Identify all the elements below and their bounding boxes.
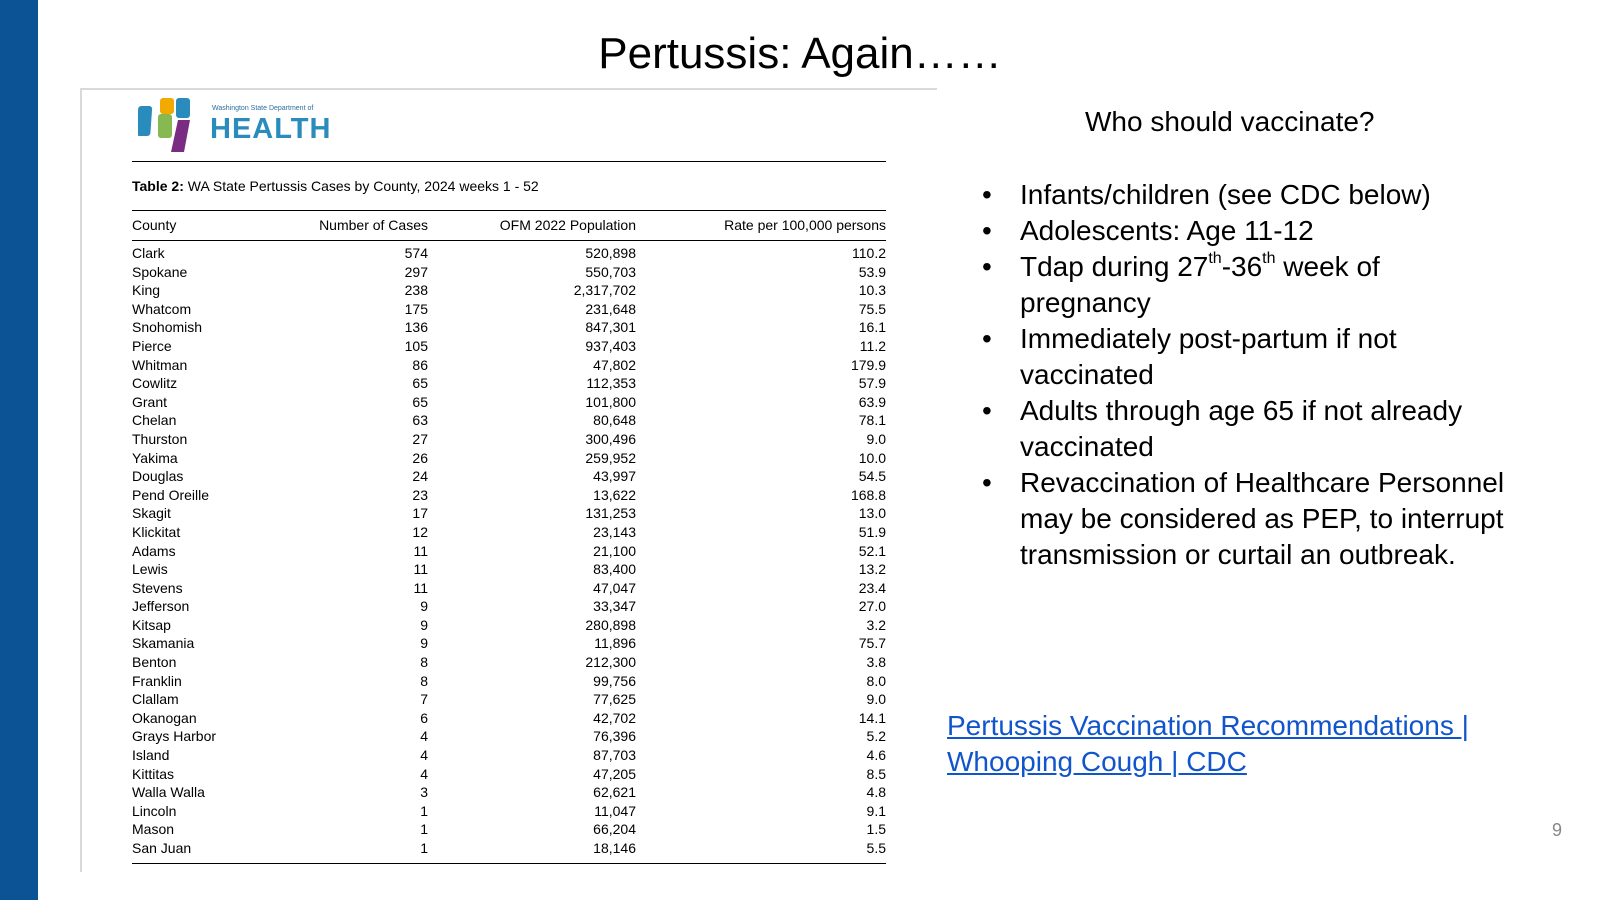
cell-cases: 9 [420, 598, 428, 615]
cell-county: Mason [132, 821, 175, 838]
cell-county: San Juan [132, 840, 192, 856]
table-row [132, 300, 886, 319]
table-row [132, 727, 886, 746]
cell-population: 47,802 [593, 356, 636, 373]
cell-county: Grant [132, 393, 168, 410]
cell-rate: 23.4 [858, 579, 886, 596]
cell-cases: 4 [420, 728, 428, 745]
header-cases: Number of Cases [319, 217, 428, 233]
cell-population: 76,396 [593, 728, 636, 745]
cell-cases: 1 [420, 840, 428, 856]
table-caption-text: WA State Pertussis Cases by County, 2024 weeks 1 - 52 [183, 178, 539, 194]
list-item-text: Infants/children (see CDC below) [1020, 179, 1431, 210]
table-row [132, 560, 886, 579]
cell-rate: 3.8 [866, 654, 886, 671]
cell-population: 259,952 [585, 449, 636, 466]
cell-population: 937,403 [585, 337, 636, 354]
cell-population: 112,353 [586, 375, 636, 392]
cell-county: Snohomish [132, 319, 203, 336]
cell-population: 847,301 [585, 319, 636, 336]
list-item [975, 465, 1515, 573]
cell-population: 300,496 [585, 430, 636, 447]
table-row [132, 430, 886, 449]
cell-rate: 16.1 [858, 319, 886, 336]
cell-population: 131,253 [585, 505, 636, 522]
cell-population: 43,997 [593, 468, 636, 485]
cell-cases: 9 [420, 616, 428, 633]
doh-logo-icon [138, 96, 208, 154]
cell-rate: 9.0 [866, 430, 886, 447]
table-row [132, 374, 886, 393]
cell-county: Skagit [132, 505, 171, 522]
cell-cases: 11 [413, 542, 428, 559]
list-item [975, 321, 1515, 393]
cell-county: Franklin [132, 672, 182, 689]
cell-population: 550,703 [585, 263, 636, 280]
cell-population: 11,896 [594, 635, 636, 652]
cell-cases: 297 [404, 263, 428, 280]
list-item-text: Revaccination of Healthcare Personnel may be considered as PEP, to interrupt transmission or curtail an outbreak. [1020, 467, 1505, 570]
cell-rate: 27.0 [858, 598, 886, 615]
cell-county: Clark [132, 245, 165, 261]
panel-heading: Who should vaccinate? [1085, 106, 1375, 137]
divider [132, 210, 886, 211]
cell-population: 2,317,702 [573, 282, 636, 299]
cell-county: Spokane [132, 263, 188, 280]
header-rate: Rate per 100,000 persons [724, 217, 886, 233]
doh-logo [138, 96, 338, 154]
cell-rate: 5.2 [866, 728, 886, 745]
cell-rate: 9.1 [866, 802, 886, 819]
table-row [132, 820, 886, 839]
table-row [132, 672, 886, 691]
cell-county: Klickitat [132, 523, 181, 540]
cell-cases: 65 [412, 375, 428, 392]
slide-title: Pertussis: Again…… [598, 29, 1002, 78]
page-number: 9 [1552, 820, 1563, 840]
divider [132, 240, 886, 241]
cell-cases: 6 [420, 709, 428, 726]
cell-cases: 9 [420, 635, 428, 652]
cell-rate: 14.1 [858, 709, 886, 726]
cell-rate: 8.5 [866, 765, 886, 782]
cell-population: 66,204 [593, 821, 636, 838]
cell-county: Whatcom [132, 300, 192, 317]
cell-population: 77,625 [593, 691, 636, 708]
cell-cases: 65 [412, 393, 428, 410]
table-row [132, 486, 886, 505]
health-wordmark: HEALTH [210, 113, 332, 145]
cell-county: Okanogan [132, 709, 197, 726]
cell-county: Clallam [132, 691, 179, 708]
cell-county: Kitsap [132, 616, 171, 633]
table-header [132, 217, 886, 237]
list-item-text: week of pregnancy [1020, 251, 1380, 318]
table-row [132, 616, 886, 635]
cell-cases: 86 [412, 356, 428, 373]
cell-population: 212,300 [585, 654, 636, 671]
cell-county: Yakima [132, 449, 178, 466]
cell-county: Douglas [132, 468, 184, 485]
table-body [132, 244, 886, 858]
bullet-marker: • [982, 467, 992, 498]
cell-cases: 63 [412, 412, 428, 429]
cell-rate: 10.3 [858, 282, 886, 299]
cell-rate: 53.9 [858, 263, 886, 280]
cell-rate: 75.7 [858, 635, 886, 652]
cell-county: Kittitas [132, 765, 175, 782]
cell-population: 101,800 [585, 393, 636, 410]
cell-cases: 4 [420, 765, 428, 782]
list-item-text: -36 [1221, 251, 1263, 282]
table-row [132, 802, 886, 821]
table-row [132, 263, 886, 282]
cell-cases: 7 [420, 691, 428, 708]
bullet-marker: • [982, 323, 992, 354]
list-item-text: Immediately post-partum if not vaccinated [1020, 323, 1397, 390]
cell-county: Pend Oreille [132, 486, 210, 503]
table-row [132, 504, 886, 523]
cell-county: Jefferson [132, 598, 190, 615]
table-row [132, 356, 886, 375]
cell-cases: 11 [413, 561, 428, 578]
table-row [132, 449, 886, 468]
cell-county: Grays Harbor [132, 728, 217, 745]
cell-rate: 8.0 [866, 672, 886, 689]
cell-county: Skamania [132, 635, 195, 652]
cell-cases: 574 [404, 245, 428, 261]
cell-population: 80,648 [593, 412, 636, 429]
header-county: County [132, 217, 177, 233]
cell-rate: 63.9 [858, 393, 886, 410]
cell-cases: 4 [420, 747, 428, 764]
cell-population: 21,100 [593, 542, 636, 559]
cell-population: 520,898 [585, 245, 636, 261]
cell-cases: 12 [412, 523, 428, 540]
cell-population: 47,047 [593, 579, 636, 596]
cell-county: Stevens [132, 579, 183, 596]
cell-cases: 1 [420, 802, 428, 819]
cell-population: 23,143 [593, 523, 636, 540]
cell-cases: 3 [420, 784, 428, 801]
list-item [975, 213, 1515, 249]
cell-rate: 57.9 [858, 375, 886, 392]
header-population: OFM 2022 Population [499, 217, 636, 233]
list-item-text: Adolescents: Age 11-12 [1020, 215, 1314, 246]
cell-rate: 179.9 [850, 356, 886, 373]
table-row [132, 542, 886, 561]
cell-county: Cowlitz [132, 375, 178, 392]
cell-cases: 11 [413, 579, 428, 596]
table-caption-label: Table 2: [132, 178, 184, 194]
table-row [132, 709, 886, 728]
cell-rate: 52.1 [858, 542, 886, 559]
table-row [132, 337, 886, 356]
cell-county: Walla Walla [132, 784, 205, 801]
bullet-marker: • [982, 251, 992, 282]
cell-county: Lincoln [132, 802, 177, 819]
cell-rate: 54.5 [858, 468, 886, 485]
cell-rate: 78.1 [858, 412, 886, 429]
cell-population: 42,702 [593, 709, 636, 726]
table-row [132, 783, 886, 802]
cell-rate: 75.5 [858, 300, 886, 317]
cell-population: 231,648 [585, 300, 636, 317]
cell-cases: 105 [404, 337, 428, 354]
vaccination-list [975, 177, 1515, 573]
cell-cases: 23 [412, 486, 428, 503]
table-row [132, 281, 886, 300]
document-image [80, 88, 937, 872]
table-row [132, 634, 886, 653]
cell-cases: 175 [404, 300, 428, 317]
cell-population: 33,347 [593, 598, 636, 615]
cell-rate: 11.2 [859, 337, 886, 354]
cell-rate: 5.5 [866, 840, 886, 856]
list-item [975, 393, 1515, 465]
cell-rate: 10.0 [858, 449, 886, 466]
cell-county: King [132, 282, 161, 299]
list-item [975, 177, 1515, 213]
cdc-recommendations-link[interactable]: Pertussis Vaccination Recommendations | Whooping Cough | CDC [947, 710, 1469, 777]
cell-cases: 8 [420, 654, 428, 671]
cell-rate: 51.9 [858, 523, 886, 540]
table-row [132, 653, 886, 672]
table-row [132, 690, 886, 709]
cell-county: Benton [132, 654, 177, 671]
table-row [132, 244, 886, 263]
cell-rate: 110.2 [852, 245, 886, 261]
list-item-text: Adults through age 65 if not already vaccinated [1020, 395, 1463, 462]
cell-rate: 168.8 [850, 486, 886, 503]
superscript: th [1208, 250, 1222, 267]
cell-cases: 26 [412, 449, 428, 466]
table-row [132, 579, 886, 598]
cell-cases: 1 [420, 821, 428, 838]
table-row [132, 411, 886, 430]
cell-population: 62,621 [593, 784, 636, 801]
table-row [132, 746, 886, 765]
cell-population: 11,047 [594, 802, 636, 819]
cell-cases: 238 [404, 282, 428, 299]
cell-population: 280,898 [585, 616, 636, 633]
cell-cases: 17 [412, 505, 428, 522]
cell-county: Island [132, 747, 170, 764]
cell-county: Pierce [132, 337, 172, 354]
table-row [132, 318, 886, 337]
cell-rate: 13.0 [858, 505, 886, 522]
table-row [132, 467, 886, 486]
bullet-marker: • [982, 215, 992, 246]
cell-population: 87,703 [593, 747, 636, 764]
cell-population: 47,205 [593, 765, 636, 782]
divider [132, 161, 886, 162]
cell-county: Whitman [132, 356, 188, 373]
cell-county: Lewis [132, 561, 168, 578]
list-item-text: Tdap during 27 [1020, 251, 1209, 282]
cell-rate: 4.8 [866, 784, 886, 801]
bullet-marker: • [982, 395, 992, 426]
bullet-marker: • [982, 179, 992, 210]
cell-population: 83,400 [593, 561, 636, 578]
cell-cases: 136 [404, 319, 428, 336]
cell-rate: 3.2 [866, 616, 886, 633]
cell-county: Thurston [132, 430, 188, 447]
list-item [975, 249, 1515, 321]
cell-cases: 24 [412, 468, 428, 485]
cell-population: 13,622 [593, 486, 636, 503]
slide-side-bar [0, 0, 38, 900]
cell-cases: 8 [420, 672, 428, 689]
department-name: Washington State Department of [212, 105, 314, 112]
superscript: th [1262, 250, 1276, 267]
table-row [132, 597, 886, 616]
cell-cases: 27 [412, 430, 428, 447]
table-row [132, 765, 886, 784]
cell-population: 99,756 [593, 672, 636, 689]
table-caption [132, 178, 539, 194]
table-row [132, 523, 886, 542]
cell-population: 18,146 [593, 840, 636, 856]
table-row [132, 839, 886, 858]
divider [132, 863, 886, 864]
table-row [132, 393, 886, 412]
cell-rate: 13.2 [858, 561, 886, 578]
cell-rate: 1.5 [866, 821, 886, 838]
cell-county: Adams [132, 542, 176, 559]
cell-rate: 4.6 [866, 747, 886, 764]
cell-county: Chelan [132, 412, 177, 429]
cell-rate: 9.0 [866, 691, 886, 708]
